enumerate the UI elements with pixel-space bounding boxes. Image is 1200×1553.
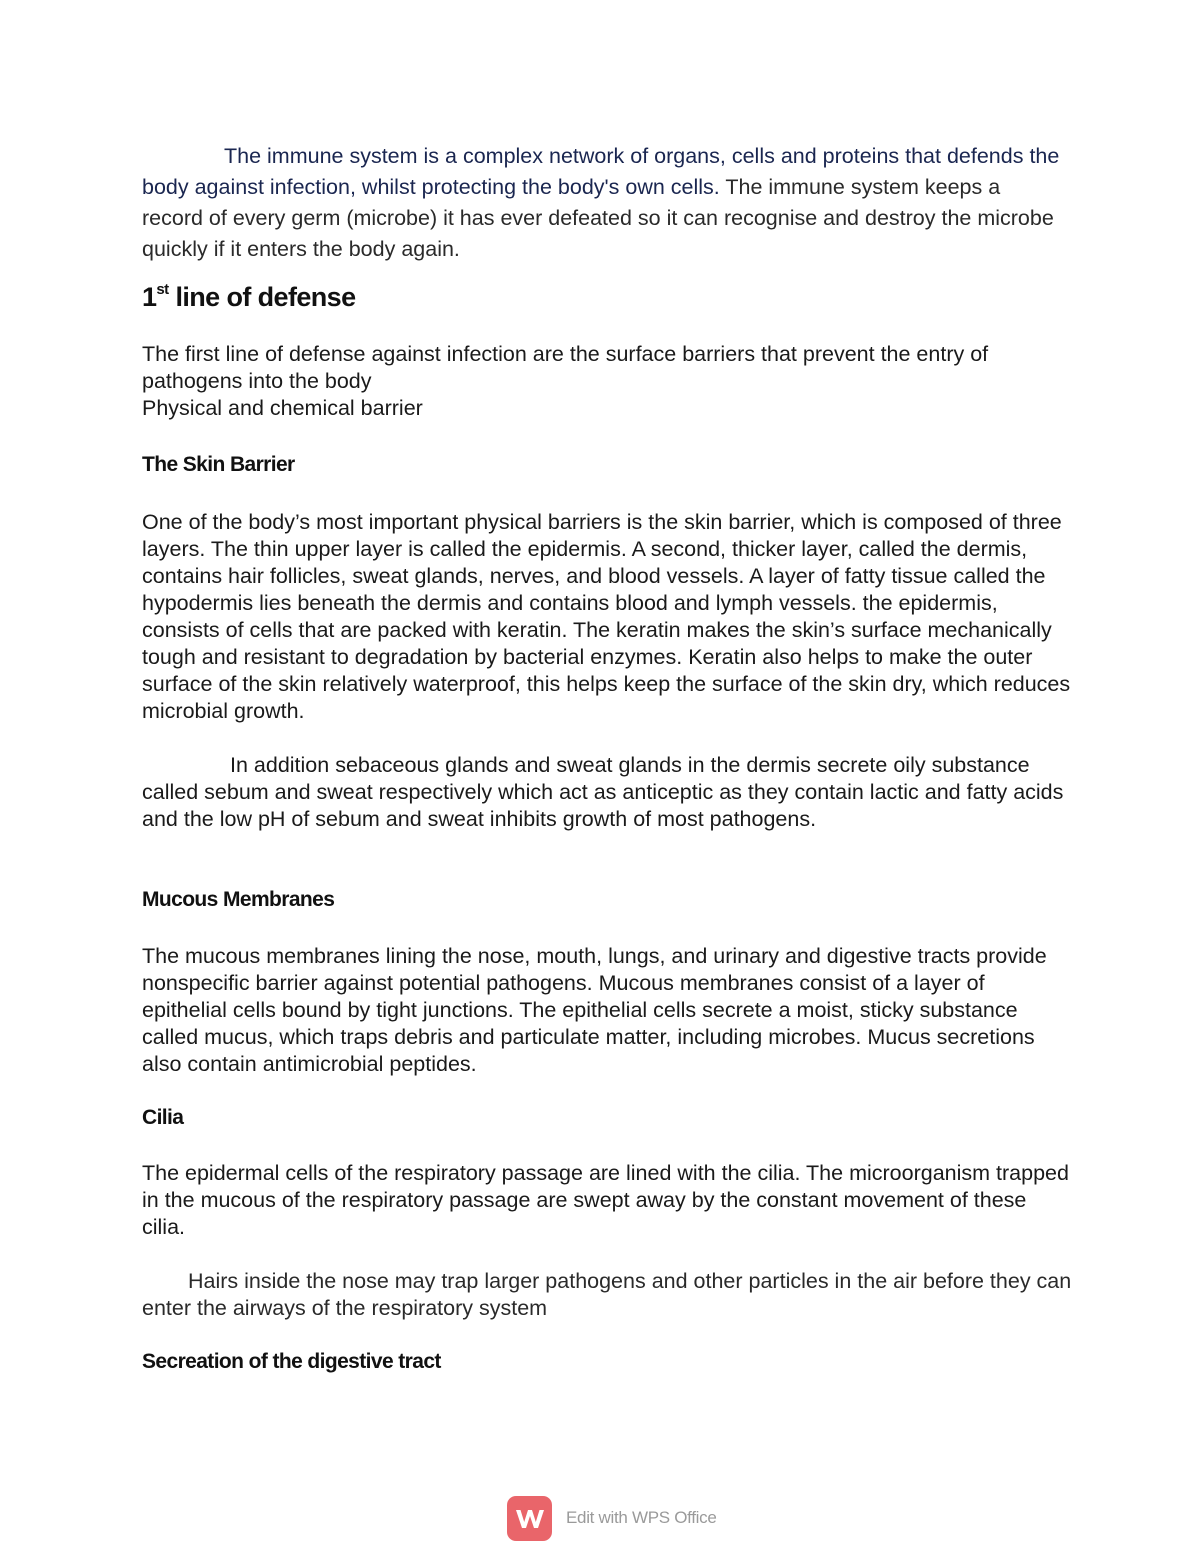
skin-paragraph-2 [142,752,1072,833]
mucous-paragraph: The mucous membranes lining the nose, mouth, lungs, and urinary and digestive tracts provide nonspecific barrier against potential pathogens. Mucous membranes consist of a layer of epithelial cells bound by tight junctions. The epithelial cells secrete a moist, sticky substance called mucus, which traps debris and particulate matter, including microbes. Mucus secretions also contain antimicrobial peptides. [142,944,1047,1076]
cilia-paragraph-2-text: Hairs inside the nose may trap larger pathogens and other particles in the air before they can enter the airways of the respiratory system [142,1269,1072,1320]
heading-mucous-membranes: Mucous Membranes [142,888,335,911]
first-line-text: The first line of defense against infection are the surface barriers that prevent the entry of pathogens into the body [142,342,989,393]
cilia-paragraph-1: The epidermal cells of the respiratory passage are lined with the cilia. The microorganism trapped in the mucous of the respiratory passage are swept away by the constant movement of these cilia. [142,1161,1069,1239]
barrier-types-text: Physical and chemical barrier [142,396,423,420]
heading-superscript: st [156,281,169,298]
wps-watermark-text: Edit with WPS Office [566,1508,717,1527]
intro-rest: The immune system keeps a record of every germ (microbe) it has ever defeated so it can recognise and destroy the microbe quickly if it enters the body again. [142,175,1054,261]
heading-cilia: Cilia [142,1106,184,1129]
skin-paragraph-1: One of the body’s most important physical barriers is the skin barrier, which is composed of three layers. The thin upper layer is called the epidermis. A second, thicker layer, called the dermis, contains hair follicles, sweat glands, nerves, and blood vessels. A layer of fatty tissue called the hypodermis lies beneath the dermis and contains blood and lymph vessels. the epidermis, consists of cells that are packed with keratin. The keratin makes the skin’s surface mechanically tough and resistant to degradation by bacterial enzymes. Keratin also helps to make the outer surface of the skin relatively waterproof, this helps keep the surface of the skin dry, which reduces microbial growth. [142,510,1071,723]
intro-lead: The immune system is a complex network of organs, cells and proteins that defends the body against infection, whilst protecting the body's own cells. [142,144,1060,199]
wps-watermark [507,1496,747,1542]
cilia-paragraph-2 [142,1268,1072,1322]
heading-digestive-secretion: Secreation of the digestive tract [142,1350,441,1373]
skin-paragraph-2-text: In addition sebaceous glands and sweat glands in the dermis secrete oily substance called sebum and sweat respectively which act as anticeptic as they contain lactic and fatty acids and the low pH of sebum and sweat inhibits growth of most pathogens. [142,753,1064,831]
intro-paragraph [142,141,1062,265]
heading-first-line-of-defense [142,282,356,313]
heading-number: 1 [142,282,157,312]
heading-skin-barrier: The Skin Barrier [142,453,295,476]
heading-text: line of defense [168,282,356,312]
first-line-paragraph [142,341,1072,422]
wps-logo-icon [507,1496,552,1541]
